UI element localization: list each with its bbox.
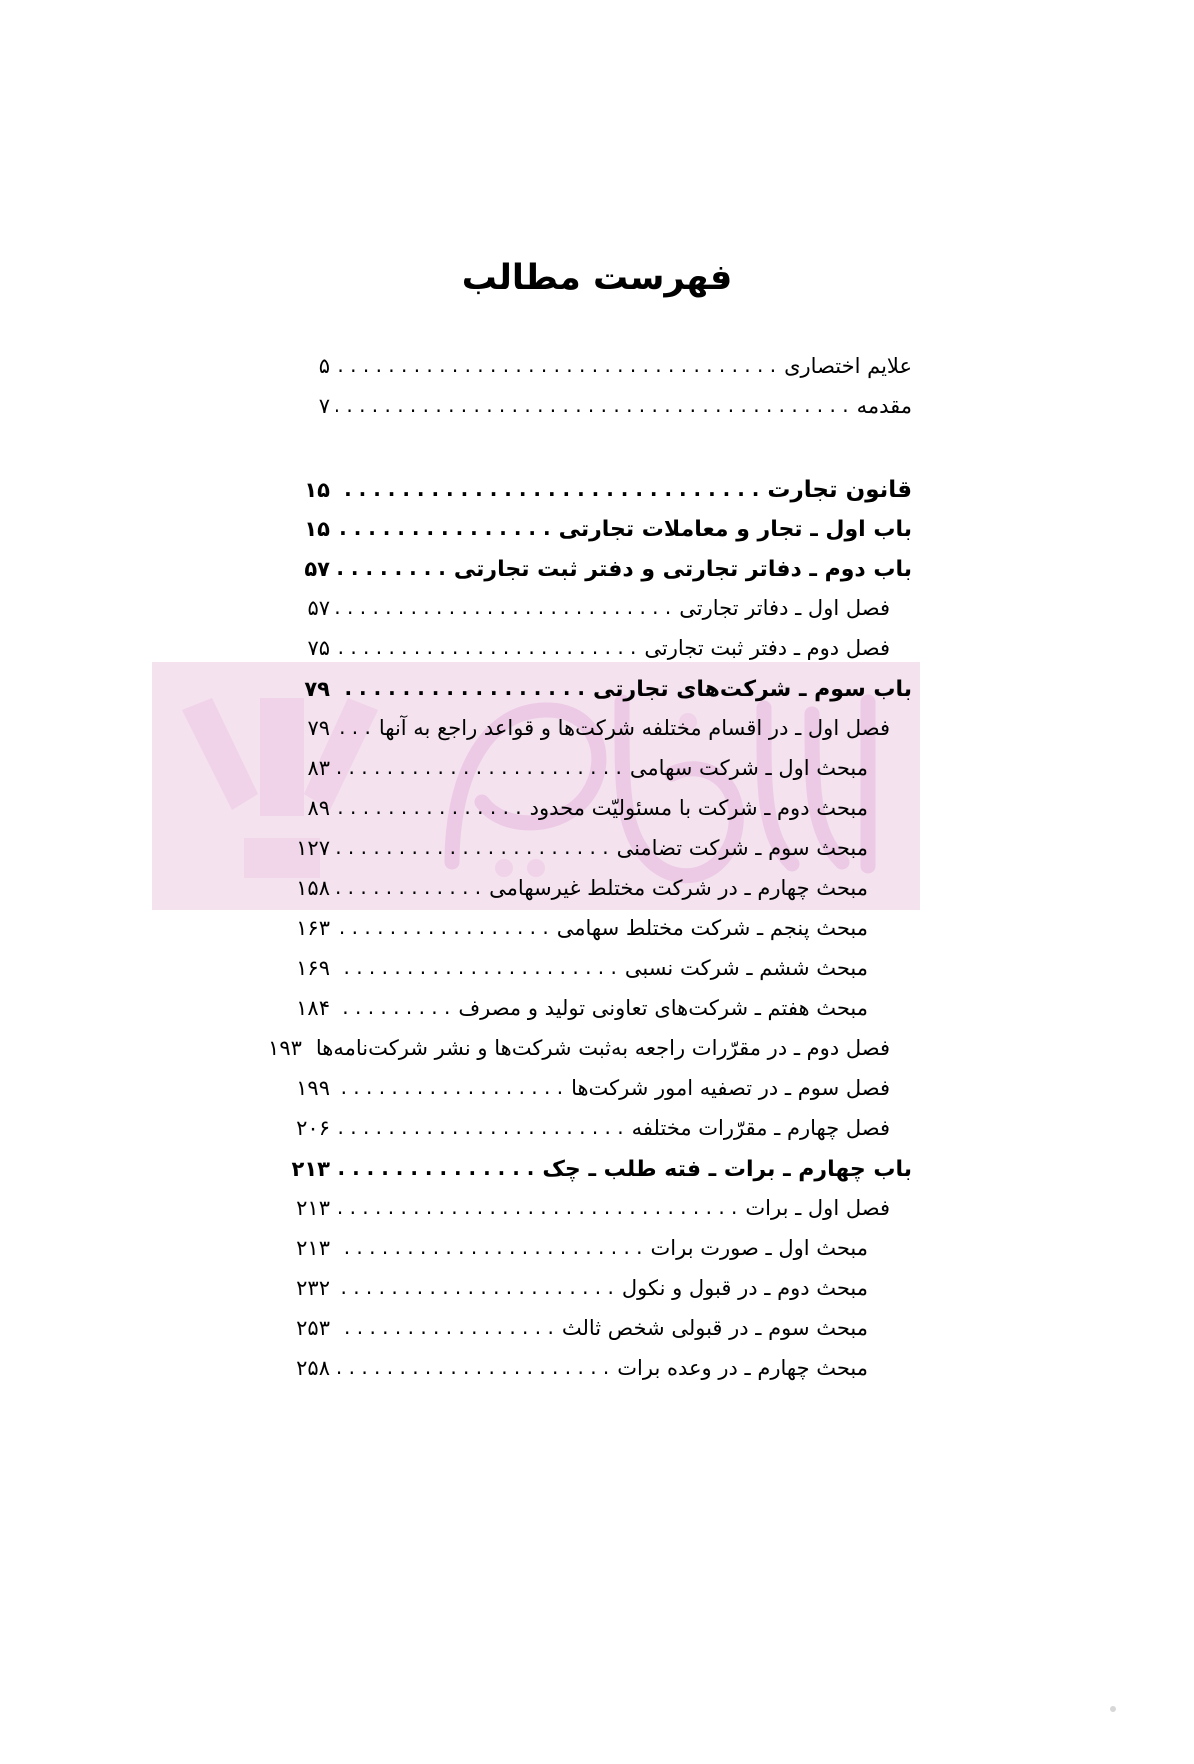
toc-entry-label: مبحث دوم ـ شرکت با مسئولیّت محدود	[529, 796, 868, 820]
toc-entry-label: مبحث اول ـ شرکت سهامی	[629, 756, 868, 780]
toc-dot-leader	[336, 954, 617, 975]
toc-page-number: ۱۸۴	[296, 996, 330, 1020]
toc-dot-leader	[336, 754, 622, 775]
toc-entry-label: مقدمه	[856, 394, 912, 418]
toc-page-number: ۱۹۳	[268, 1036, 302, 1060]
toc-dot-leader	[336, 392, 849, 413]
toc-page-number: ۱۹۹	[296, 1076, 330, 1100]
toc-entry-mabhas[interactable]	[280, 1314, 868, 1354]
toc-dot-leader	[336, 1314, 554, 1335]
toc-page-number: ۲۵۳	[296, 1316, 330, 1340]
toc-entry-mabhas[interactable]	[280, 874, 868, 914]
toc-entry-label: قانون تجارت	[767, 477, 912, 503]
toc-entry-label: فصل اول ـ دفاتر تجارتی	[679, 596, 890, 620]
toc-dot-leader	[336, 874, 481, 895]
toc-entry-fasl[interactable]	[280, 1194, 890, 1234]
toc-entry-mabhas[interactable]	[280, 834, 868, 874]
toc-entry-mabhas[interactable]	[280, 914, 868, 954]
toc-entry-label: مبحث هفتم ـ شرکت‌های تعاونی تولید و مصرف	[458, 996, 868, 1020]
toc-dot-leader	[336, 834, 609, 855]
toc-entry-fasl[interactable]	[280, 634, 890, 674]
toc-dot-leader	[336, 514, 551, 536]
toc-entry-fasl[interactable]	[280, 594, 890, 634]
toc-page-number: ۲۵۸	[296, 1356, 330, 1380]
toc-entry-label: فصل دوم ـ در مقرّرات راجعه به‌ثبت شرکت‌ها و نشر شرکت‌نامه‌ها	[315, 1036, 890, 1060]
toc-dot-leader	[336, 1114, 624, 1135]
toc-entry-fasl[interactable]	[268, 1034, 890, 1074]
toc-entry-label: مبحث سوم ـ در قبولی شخص ثالث	[561, 1316, 868, 1340]
toc-dot-leader	[336, 714, 371, 735]
toc-entry-label: فصل سوم ـ در تصفیه امور شرکت‌ها	[571, 1076, 890, 1100]
toc-page-number: ۵	[318, 354, 330, 378]
toc-entry-label: مبحث چهارم ـ در شرکت مختلط غیرسهامی	[489, 876, 868, 900]
toc-dot-leader	[336, 1154, 534, 1176]
toc-page-number: ۱۵۸	[296, 876, 330, 900]
toc-page-number: ۵۷	[304, 557, 330, 581]
toc-entry-mabhas[interactable]	[280, 994, 868, 1034]
toc-page-number: ۷۹	[307, 716, 330, 740]
toc-entry-label: فصل چهارم ـ مقرّرات مختلفه	[631, 1116, 890, 1140]
toc-entry-label: باب چهارم ـ برات ـ فته طلب ـ چک	[542, 1157, 912, 1182]
toc-dot-leader	[336, 674, 585, 696]
toc-dot-leader	[336, 352, 776, 373]
toc-page-number: ۷۵	[307, 636, 330, 660]
toc-dot-leader	[336, 634, 636, 655]
toc-entry-label: باب دوم ـ دفاتر تجارتی و دفتر ثبت تجارتی	[453, 557, 912, 582]
toc-entry-fasl[interactable]	[280, 1074, 890, 1114]
toc-page-number: ۱۲۷	[296, 836, 330, 860]
toc-dot-leader	[336, 794, 522, 815]
toc-dot-leader	[336, 914, 549, 935]
toc-entry-mabhas[interactable]	[280, 1354, 868, 1394]
toc-entry-mabhas[interactable]	[280, 794, 868, 834]
toc-dot-leader	[336, 1194, 737, 1215]
toc-entry-bab[interactable]	[280, 554, 912, 594]
toc-entry-label: فصل دوم ـ دفتر ثبت تجارتی	[644, 636, 890, 660]
toc-dot-leader	[336, 594, 671, 615]
toc-page-number: ۲۰۶	[296, 1116, 330, 1140]
toc-page-number: ۱۵	[304, 517, 330, 541]
toc-dot-leader	[336, 994, 450, 1015]
toc-entry-mabhas[interactable]	[280, 754, 868, 794]
toc-entry-title[interactable]	[280, 474, 912, 514]
toc-entry-label: مبحث پنجم ـ شرکت مختلط سهامی	[556, 916, 868, 940]
toc-entry-label: باب سوم ـ شرکت‌های تجارتی	[593, 677, 912, 702]
page-title: فهرست مطالب	[461, 258, 733, 298]
toc-dot-leader	[336, 1354, 609, 1375]
toc-dot-leader	[336, 554, 446, 576]
toc-page-number: ۲۱۳	[291, 1157, 330, 1181]
toc-entry-label: مبحث اول ـ صورت برات	[650, 1236, 868, 1260]
toc-entry-label: فصل اول ـ در اقسام مختلفه شرکت‌ها و قواعد راجع به آنها	[378, 716, 890, 740]
toc-entry-label: مبحث ششم ـ شرکت نسبی	[624, 956, 868, 980]
toc-dot-leader	[336, 474, 759, 497]
toc-entry-intro[interactable]	[280, 352, 912, 392]
toc-entry-bab[interactable]	[280, 1154, 912, 1194]
toc-page-number: ۱۵	[304, 478, 330, 502]
toc-entry-label: مبحث سوم ـ شرکت تضامنی	[616, 836, 868, 860]
toc-entry-fasl[interactable]	[280, 1114, 890, 1154]
toc-dot-leader	[336, 1074, 563, 1095]
toc-page-number: ۱۶۳	[296, 916, 330, 940]
toc-entry-label: باب اول ـ تجار و معاملات تجارتی	[558, 517, 912, 542]
toc-page-number: ۱۶۹	[296, 956, 330, 980]
toc-page-number: ۲۱۳	[296, 1236, 330, 1260]
toc-page-number: ۲۳۲	[296, 1276, 330, 1300]
toc-entry-bab[interactable]	[280, 674, 912, 714]
toc-page-number: ۲۱۳	[296, 1196, 330, 1220]
toc-entry-list	[268, 352, 912, 1394]
toc-entry-label: مبحث دوم ـ در قبول و نکول	[621, 1276, 868, 1300]
toc-entry-fasl[interactable]	[280, 714, 890, 754]
toc-entry-label: علایم اختصاری	[784, 354, 912, 378]
toc-entry-mabhas[interactable]	[280, 1274, 868, 1314]
toc-entry-intro[interactable]	[280, 392, 912, 432]
toc-dot-leader	[336, 1234, 643, 1255]
toc-page-number: ۷۹	[304, 677, 330, 701]
toc-entry-label: مبحث چهارم ـ در وعده برات	[617, 1356, 868, 1380]
toc-dot-leader	[336, 1274, 614, 1295]
toc-page-number: ۸۹	[307, 796, 330, 820]
toc-entry-mabhas[interactable]	[280, 1234, 868, 1274]
toc-page-number: ۷	[318, 394, 330, 418]
toc-entry-mabhas[interactable]	[280, 954, 868, 994]
toc-page-number: ۸۳	[307, 756, 330, 780]
page-corner-mark	[1110, 1706, 1116, 1712]
toc-entry-label: فصل اول ـ برات	[745, 1196, 890, 1220]
toc-entry-bab[interactable]	[280, 514, 912, 554]
toc-page-number: ۵۷	[307, 596, 330, 620]
